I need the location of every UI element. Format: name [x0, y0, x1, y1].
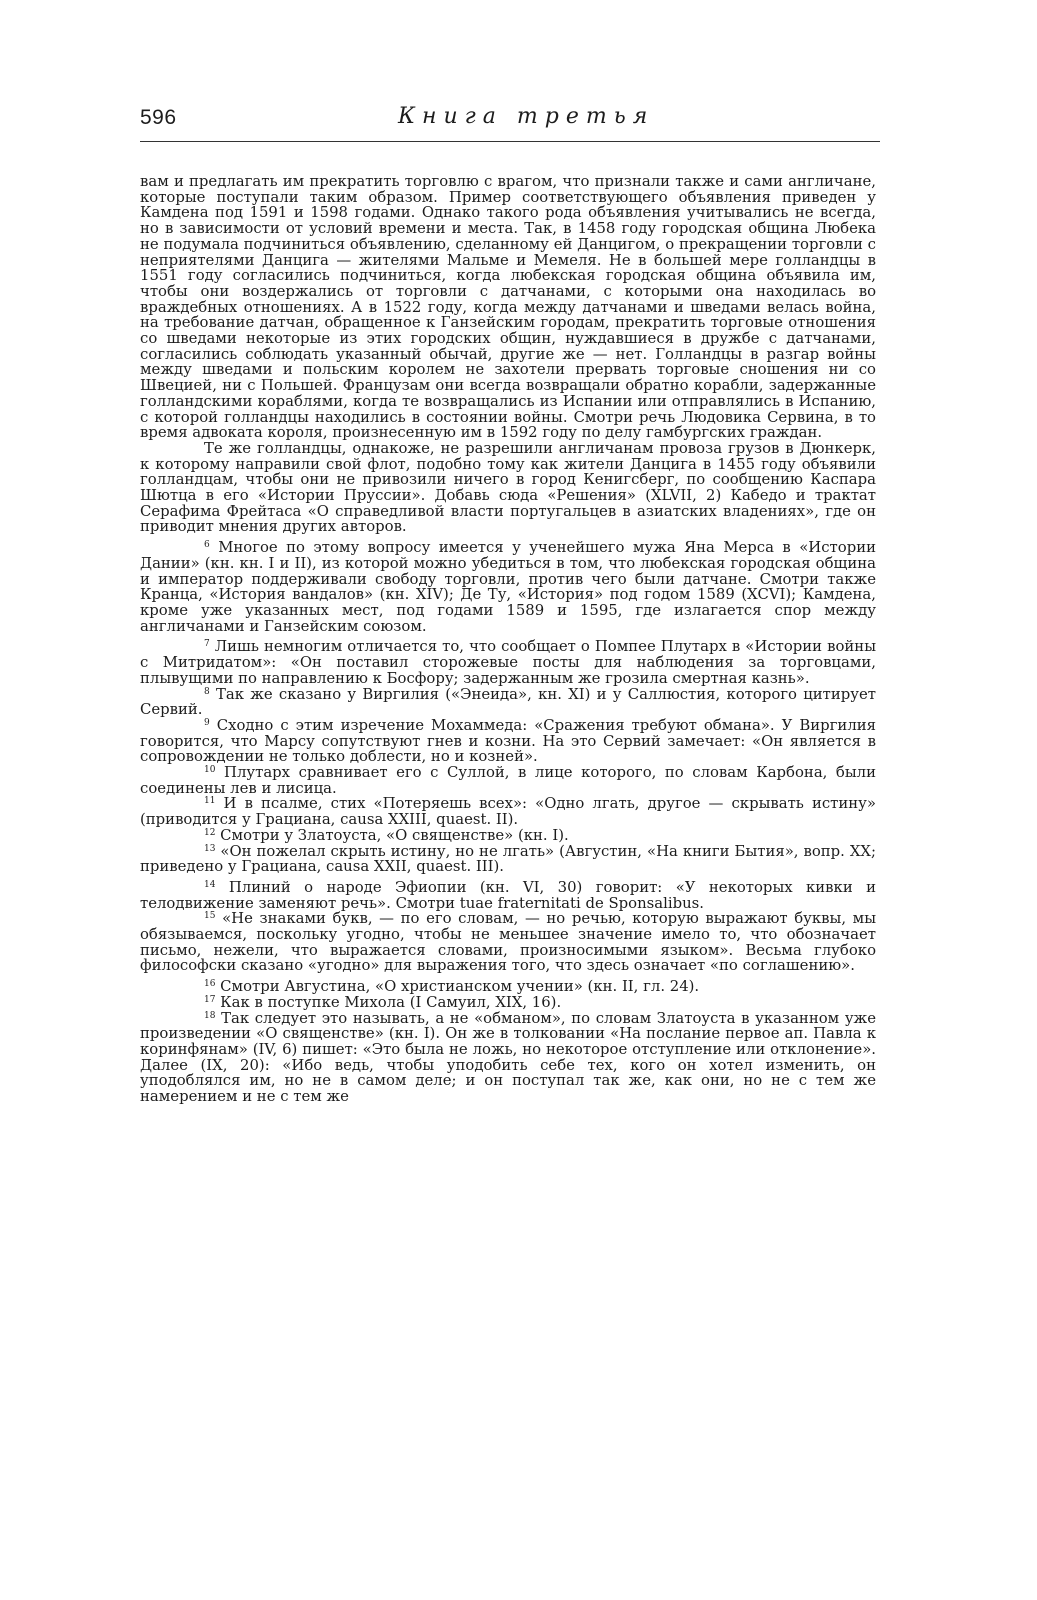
page-body [140, 174, 876, 1105]
footnote-number: 7 [204, 639, 210, 650]
footnote-text: Смотри у Златоуста, «О священстве» (кн. I). [220, 825, 569, 844]
footnote-number: 12 [204, 827, 216, 838]
footnote-number: 13 [204, 843, 216, 854]
footnote [140, 715, 877, 766]
footnote-text: Смотри Августина, «О христианском учении» (кн. II, гл. 24). [220, 977, 700, 996]
footnote-number: 16 [204, 979, 216, 990]
footnote-text: Так же сказано у Виргилия («Энеида», кн. XI) и у Саллюстия, которого цитирует Сервий. [140, 684, 877, 719]
footnote [140, 684, 877, 719]
footnote [140, 765, 876, 796]
footnote [140, 1008, 876, 1106]
page-number: 596 [140, 106, 177, 129]
footnote-text: И в псалме, стих «Потеряешь всех»: «Одно лгать, другое — скрывать истину» (приводится у Грациана, causa XXIII, quaest. II). [140, 794, 876, 829]
footnote-number: 15 [204, 911, 216, 922]
footnote-number: 10 [204, 765, 216, 776]
footnote-number: 6 [204, 540, 210, 551]
footnote-number: 17 [204, 994, 216, 1005]
footnote-text: «Он пожелал скрыть истину, но не лгать» (Августин, «На книги Бытия», вопр. XX; приведено у Грациана, causa XXII, quaest. III). [140, 841, 876, 876]
footnote-number: 11 [204, 796, 216, 807]
continued-paragraph: вам и предлагать им прекратить торговлю с врагом, что признали также и сами англичане, которые поступали таким образом. Пример соответствующего объявления приведен у Камдена под 1591 и 1598 годами. Однако такого рода объявления учитывались не всегда, но в зависимости от условий времени и места. Так, в 1458 году городская община Любека не подумала подчиниться объявлению, сделанному ей Данцигом, о прекращении торговли с неприятелями Данцига — жителями Мальме и Мемеля. Не в большей мере голландцы в 1551 году согласились подчиниться, когда любекская городская община объявила им, чтобы они воздержались от торговли с датчанами, с которыми она находилась во враждебных отношениях. А в 1522 году, когда между датчанами и шведами велась война, на требование датчан, обращенное к Ганзейским городам, прекратить торговые отношения со шведами некоторые из этих городских общин, нуждавшиеся в дружбе с датчанами, согласились соблюдать указанный обычай, другие же — нет. Голландцы в разгар войны между шведами и польским королем не захотели прервать торговые сношения ни со Швецией, ни с Польшей. Французам они всегда возвращали обратно корабли, задержанные голландскими кораблями, когда те возвращались из Испании или отправлялись в Испанию, с которой голландцы находились в состоянии войны. Смотри речь Людовика Сервина, в то время адвоката короля, произнесенную им в 1592 году по делу гамбургских граждан. [140, 172, 876, 442]
header-rule [140, 141, 880, 142]
footnote [140, 911, 876, 974]
footnote-text: Плутарх сравнивает его с Суллой, в лице которого, по словам Карбона, были соединены лев и лисица. [140, 763, 877, 797]
footnote-text: Многое по этому вопросу имеется у ученейшего мужа Яна Мерса в «Истории Дании» (кн. кн. I и II), из которой можно убедиться в том, что любекская городская община и император поддерживали свободу торговли, против чего были датчане. Смотри также Кранца, «История вандалов» (кн. XIV); Де Ту, «История» под годом 1589 (XCVI); Камдена, кроме уже указанных мест, под годами 1589 и 1595, где излагается спор между англичанами и Ганзейским союзом. [140, 538, 876, 635]
footnote [140, 639, 876, 686]
footnote [140, 540, 876, 634]
footnote [140, 877, 876, 912]
footnote-text: Как в поступке Михола (I Самуил, XIX, 16). [220, 992, 562, 1011]
footnote-number: 8 [204, 686, 210, 697]
footnote-text: «Не знаками букв, — по его словам, — но речью, которую выражают буквы, мы обязываемся, поскольку угодно, чтобы не меньшее значение имело то, что обозначает письмо, нежели, что выражается словами, произносимыми языком». Весьма глубоко философски сказано «угодно» для выражения того, что здесь означает «по соглашению». [140, 909, 877, 975]
footnote [140, 796, 876, 827]
footnote-text: Так следует это называть, а не «обманом», по словам Златоуста в указанном уже произведении «О священстве» (кн. I). Он же в толковании «На послание первое ап. Павла к коринфянам» (IV, 6) пишет: «Это была не ложь, но некоторое отступление или отклонение». Далее (IX, 20): «Ибо ведь, чтобы уподобить себе тех, кого он хотел изменить, он уподоблялся им, но не в самом деле; и он поступал так же, как они, но не с тем же намерением и не с тем же [140, 1008, 876, 1106]
footnote-number: 9 [204, 717, 210, 728]
paragraph: Те же голландцы, однакоже, не разрешили англичанам провоза грузов в Дюнкерк, к которому направили свой флот, подобно тому как жители Данцига в 1455 году объявили голландцам, чтобы они не привозили ничего в город Кенигсберг, по сообщению Каспара Шютца в его «Истории Пруссии». Добавь сюда «Решения» (XLVII, 2) Кабедо и трактат Серафима Фрейтаса «О справедливой власти португальцев в азиатских владениях», где он приводит мнения других авторов. [140, 438, 876, 536]
footnote-text: Плиний о народе Эфиопии (кн. VI, 30) говорит: «У некоторых кивки и телодвижение заменяют речь». Смотри tuae fraternitati de Sponsalibus. [140, 877, 876, 912]
running-title: Книга третья [398, 104, 655, 129]
page-header [140, 104, 880, 144]
footnote [140, 841, 876, 876]
footnote-text: Сходно с этим изречение Мохаммеда: «Сражения требуют обмана». У Виргилия говорится, что Марсу сопутствуют гнев и козни. На это Сервий замечает: «Он является в сопровождении не только доблести, но и козней». [140, 715, 877, 766]
footnote-text: Лишь немногим отличается то, что сообщает о Помпее Плутарх в «Истории войны с Митридатом»: «Он поставил сторожевые посты для наблюдения за торговцами, плывущими по направлению к Босфору; задержанным же грозила смертная казнь». [140, 637, 877, 687]
footnote-number: 18 [204, 1010, 216, 1021]
footnote-number: 14 [204, 879, 216, 890]
